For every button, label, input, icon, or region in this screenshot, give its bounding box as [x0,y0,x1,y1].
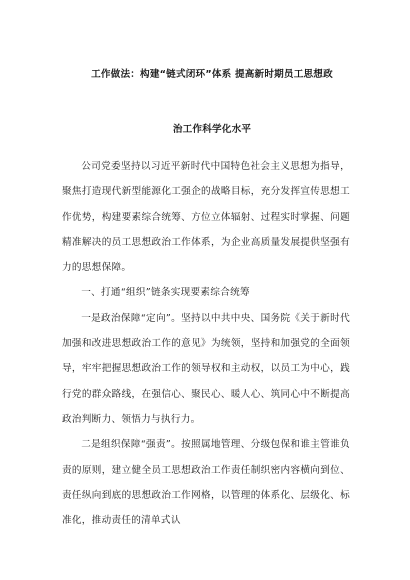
document-title-line-1: 工作做法：构建“链式闭环”体系 提高新时期员工思想政 [91,69,333,80]
paragraph-political-guarantee: 一是政治保障“定向”。坚持以中共中央、国务院《关于新时代加强和改进思想政治工作的意见》为统领，坚持和加强党的全面领导，牢牢把握思想政治工作的领导权和主动权，以员工为中心，践行党的群众路线，在强信心、聚民心、暖人心、筑同心中不断提高政治判断力、领悟力与执行力。 [62,312,350,425]
paragraph-organization-guarantee: 二是组织保障“强责”。按照属地管理、分级包保和谁主管谁负责的原则，建立健全员工思想政治工作责任制织密内容横向到位、责任纵向到底的思想政治工作网格，以管理的体系化、层级化、标准化，推动责任的清单式认 [62,439,350,527]
paragraph-intro: 公司党委坚持以习近平新时代中国特色社会主义思想为指导，聚焦打造现代新型能源化工强企的战略目标，充分发挥宣传思想工作优势，构建要素综合统筹、方位立体辐射、过程实时掌握、问题精准解决的员工思想政治工作体系，为企业高质量发展提供坚强有力的思想保障。 [62,161,350,274]
document-body [62,154,350,533]
document-title-line-2: 治工作科学化水平 [172,124,252,135]
section-heading-1: 一、打通“组织”链条实现要素综合统筹 [81,287,250,299]
